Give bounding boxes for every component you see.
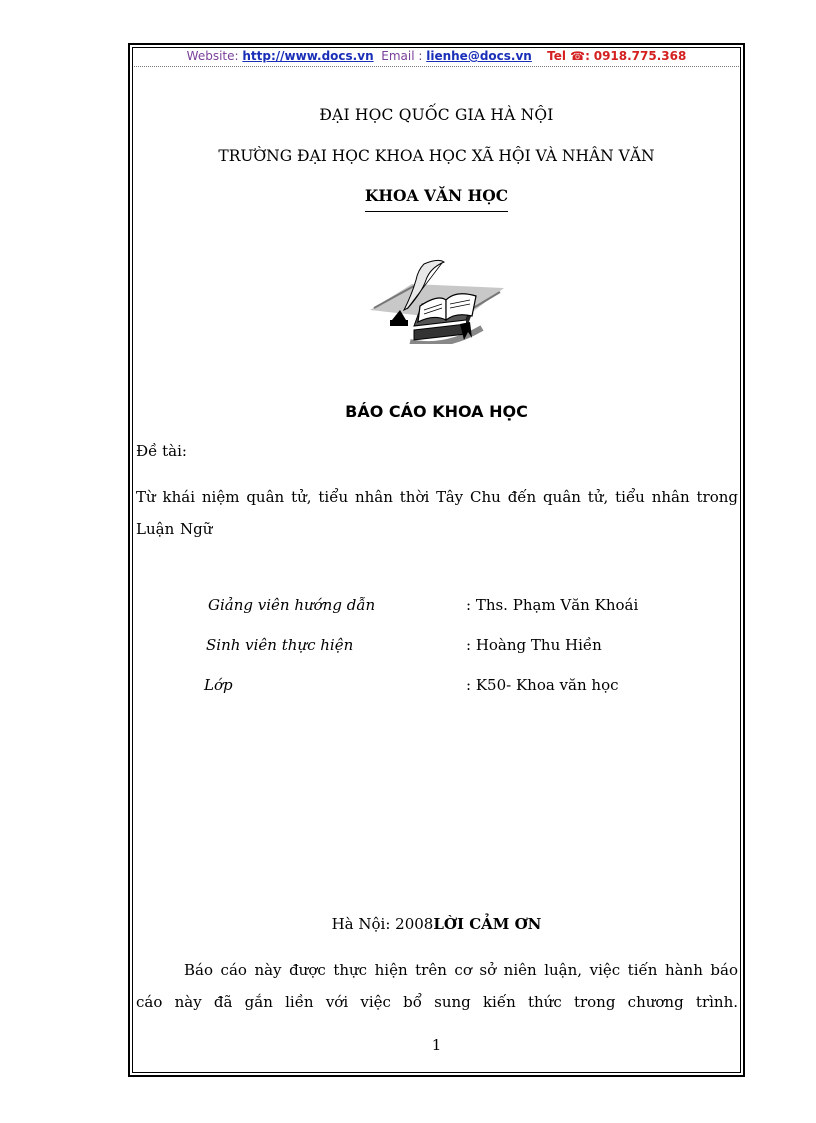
website-link[interactable]: http://www.docs.vn bbox=[242, 49, 374, 63]
tel-label: Tel ☎: bbox=[547, 49, 590, 63]
report-title: BÁO CÁO KHOA HỌC bbox=[345, 402, 528, 421]
email-link[interactable]: lienhe@docs.vn bbox=[426, 49, 532, 63]
place-date: Hà Nội: 2008 bbox=[331, 915, 434, 933]
class-label: Lớp bbox=[204, 676, 233, 694]
book-quill-icon bbox=[364, 258, 510, 344]
school-name: TRƯỜNG ĐẠI HỌC KHOA HỌC XÃ HỘI VÀ NHÂN VĂN bbox=[218, 147, 655, 165]
student-label: Sinh viên thực hiện bbox=[206, 636, 354, 654]
header-divider bbox=[134, 66, 739, 67]
topic-text: Từ khái niệm quân tử, tiểu nhân thời Tây Chu đến quân tử, tiểu nhân trong Luận Ngữ bbox=[136, 488, 738, 538]
class-value: : K50- Khoa văn học bbox=[466, 676, 619, 694]
student-value: : Hoàng Thu Hiền bbox=[466, 636, 602, 654]
page-number: 1 bbox=[431, 1036, 442, 1054]
acknowledgement-title: LỜI CẢM ƠN bbox=[433, 915, 542, 933]
faculty-label: KHOA VĂN HỌC bbox=[365, 186, 508, 212]
acknowledgement-text: Báo cáo này được thực hiện trên cơ sở niên luận, việc tiến hành báo cáo này đã gắn liền với việc bổ sung kiến thức trong chương trình. bbox=[136, 961, 738, 1011]
place-date-line bbox=[134, 915, 739, 933]
supervisor-label: Giảng viên hướng dẫn bbox=[208, 596, 376, 614]
topic-label: Đề tài: bbox=[136, 442, 187, 460]
page-header bbox=[134, 48, 739, 66]
faculty-name bbox=[134, 186, 739, 205]
email-label: Email : bbox=[381, 49, 423, 63]
tel-number: 0918.775.368 bbox=[593, 49, 687, 63]
website-label: Website: bbox=[186, 49, 239, 63]
supervisor-value: : Ths. Phạm Văn Khoái bbox=[466, 596, 639, 614]
university-name: ĐẠI HỌC QUỐC GIA HÀ NỘI bbox=[319, 106, 554, 124]
